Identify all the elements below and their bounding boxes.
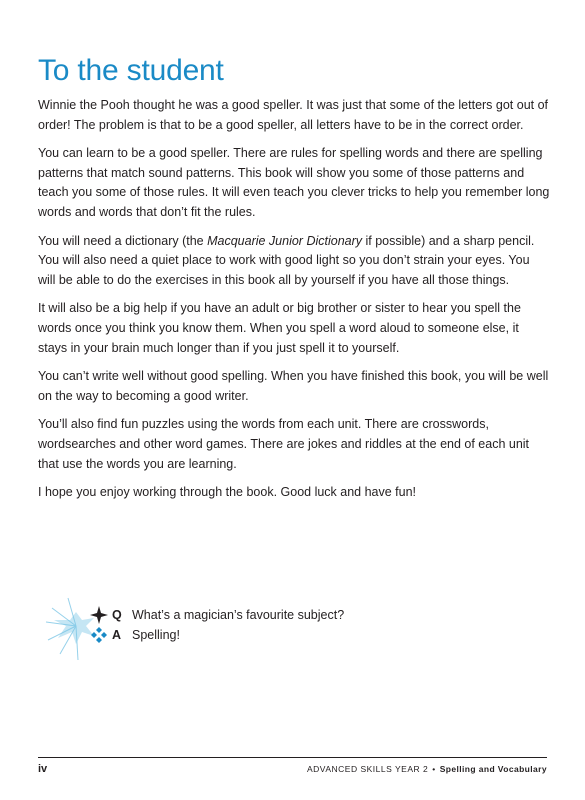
dictionary-title: Macquarie Junior Dictionary [207,233,363,248]
paragraph: Winnie the Pooh thought he was a good speller. It was just that some of the letters got out of order! The problem is that to be a good speller, all letters have to be in the correct order. [38,98,549,132]
diamond-cluster-icon [90,626,108,644]
paragraph: You can’t write well without good spelling. When you have finished this book, you will be well on the way to becoming a good writer. [38,369,549,403]
paragraph [38,232,550,291]
riddle-answer: Spelling! [132,628,180,642]
riddle-answer-row [90,626,180,644]
footer-separator: • [432,764,436,774]
book-subject: Spelling and Vocabulary [439,764,547,774]
body-text [38,96,550,512]
riddle-question: What’s a magician’s favourite subject? [132,608,345,622]
paragraph: I hope you enjoy working through the book. Good luck and have fun! [38,485,417,500]
book-title: ADVANCED SKILLS YEAR 2 [306,764,429,774]
paragraph: It will also be a big help if you have an adult or big brother or sister to hear you spell the words once you think you know them. When you spell a word aloud to someone else, it stays in your brain much longer than if you just spell it to yourself. [38,301,521,355]
star-icon [90,606,108,624]
paragraph-text: You will need a dictionary (the [38,233,208,248]
paragraph-text: if possible) and a sharp pencil. You will also need a quiet place to work with good light so you don’t strain your eyes. You will be able to do the exercises in this book all by yourself if you have all those things. [38,233,535,287]
question-letter: Q [112,608,122,622]
page-number: iv [38,763,48,775]
answer-letter: A [112,628,122,642]
page-title: To the student [38,54,224,87]
riddle-box [38,590,368,670]
paragraph: You can learn to be a good speller. There are rules for spelling words and there are spelling patterns that match sound patterns. This book will show you some of those patterns and teach you some of those rules. It will even teach you clever tricks to help you remember long words and words that don’t fit the rules. [38,146,550,219]
riddle-question-row [90,606,344,624]
footer-divider [38,757,547,758]
running-footer [307,764,547,774]
paragraph: You’ll also find fun puzzles using the words from each unit. There are crosswords, wordsearches and other word games. There are jokes and riddles at the end of each unit that use the words you are learning. [38,417,530,471]
